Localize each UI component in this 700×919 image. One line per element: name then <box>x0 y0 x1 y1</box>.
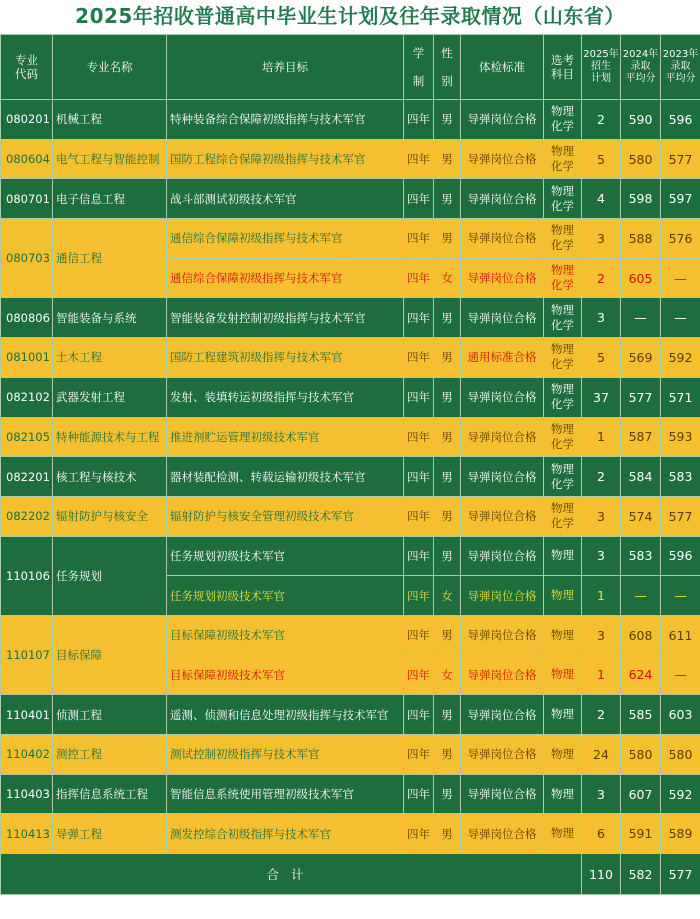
avg-score-2024: 580 <box>621 735 661 775</box>
major-name: 土木工程 <box>53 338 167 378</box>
major-code: 082202 <box>1 496 53 536</box>
training-goal: 发射、装填转运初级指挥与技术军官 <box>167 377 404 417</box>
study-years: 四年 <box>404 496 434 536</box>
table-row <box>1 496 700 536</box>
avg-score-2024: 624 <box>621 655 661 695</box>
major-code: 110402 <box>1 735 53 775</box>
major-name: 通信工程 <box>53 219 167 298</box>
training-goal: 通信综合保障初级指挥与技术军官 <box>167 258 404 298</box>
major-name: 导弹工程 <box>53 814 167 854</box>
major-code: 080703 <box>1 219 53 298</box>
elective-subjects: 物理 化学 <box>544 417 582 457</box>
plan-2025: 2 <box>582 258 621 298</box>
avg-score-2023: — <box>661 298 700 338</box>
elective-subjects: 物理 化学 <box>544 100 582 140</box>
plan-2025: 5 <box>582 338 621 378</box>
physical-standard: 通用标准合格 <box>461 338 544 378</box>
elective-subjects: 物理 <box>544 615 582 655</box>
training-goal: 战斗部测试初级技术军官 <box>167 179 404 219</box>
avg-score-2023: 589 <box>661 814 700 854</box>
training-goal: 器材装配检测、转载运输初级技术军官 <box>167 457 404 497</box>
physical-standard: 导弹岗位合格 <box>461 695 544 735</box>
elective-subjects: 物理 化学 <box>544 139 582 179</box>
study-years: 四年 <box>404 139 434 179</box>
elective-subjects: 物理 <box>544 695 582 735</box>
gender: 男 <box>434 457 461 497</box>
major-name: 机械工程 <box>53 100 167 140</box>
study-years: 四年 <box>404 655 434 695</box>
table-row <box>1 298 700 338</box>
plan-2025: 37 <box>582 377 621 417</box>
major-code: 080806 <box>1 298 53 338</box>
header-goal: 培养目标 <box>167 35 404 100</box>
major-code: 110413 <box>1 814 53 854</box>
major-code: 110403 <box>1 774 53 814</box>
major-code: 080604 <box>1 139 53 179</box>
physical-standard: 导弹岗位合格 <box>461 100 544 140</box>
physical-standard: 导弹岗位合格 <box>461 139 544 179</box>
avg-score-2023: 577 <box>661 139 700 179</box>
header-physical: 体检标准 <box>461 35 544 100</box>
avg-score-2023: 596 <box>661 536 700 576</box>
elective-subjects: 物理 <box>544 536 582 576</box>
study-years: 四年 <box>404 457 434 497</box>
avg-score-2023: 603 <box>661 695 700 735</box>
study-years: 四年 <box>404 179 434 219</box>
study-years: 四年 <box>404 536 434 576</box>
major-code: 080201 <box>1 100 53 140</box>
avg-score-2023: — <box>661 576 700 616</box>
avg-score-2023: 576 <box>661 219 700 259</box>
gender: 男 <box>434 100 461 140</box>
major-code: 110107 <box>1 615 53 694</box>
major-code: 080701 <box>1 179 53 219</box>
header-years: 学 制 <box>404 35 434 100</box>
plan-2025: 5 <box>582 139 621 179</box>
major-code: 082105 <box>1 417 53 457</box>
gender: 男 <box>434 615 461 655</box>
avg-score-2023: 611 <box>661 615 700 655</box>
training-goal: 目标保障初级技术军官 <box>167 615 404 655</box>
avg-score-2024: 605 <box>621 258 661 298</box>
study-years: 四年 <box>404 258 434 298</box>
table-row <box>1 615 700 655</box>
table-row <box>1 695 700 735</box>
study-years: 四年 <box>404 298 434 338</box>
gender: 男 <box>434 139 461 179</box>
avg-score-2023: — <box>661 258 700 298</box>
training-goal: 测发控综合初级指挥与技术军官 <box>167 814 404 854</box>
elective-subjects: 物理 化学 <box>544 258 582 298</box>
gender: 男 <box>434 814 461 854</box>
avg-score-2023: 571 <box>661 377 700 417</box>
major-name: 电子信息工程 <box>53 179 167 219</box>
major-code: 082201 <box>1 457 53 497</box>
study-years: 四年 <box>404 735 434 775</box>
table-row <box>1 417 700 457</box>
major-name: 核工程与核技术 <box>53 457 167 497</box>
training-goal: 推进剂贮运管理初级技术军官 <box>167 417 404 457</box>
plan-2025: 3 <box>582 774 621 814</box>
study-years: 四年 <box>404 576 434 616</box>
header-name: 专业名称 <box>53 35 167 100</box>
plan-2025: 1 <box>582 655 621 695</box>
physical-standard: 导弹岗位合格 <box>461 258 544 298</box>
training-goal: 智能信息系统使用管理初级技术军官 <box>167 774 404 814</box>
training-goal: 辐射防护与核安全管理初级技术军官 <box>167 496 404 536</box>
avg-score-2024: 590 <box>621 100 661 140</box>
gender: 男 <box>434 496 461 536</box>
training-goal: 特种装备综合保障初级指挥与技术军官 <box>167 100 404 140</box>
gender: 男 <box>434 536 461 576</box>
physical-standard: 导弹岗位合格 <box>461 615 544 655</box>
avg-score-2024: 588 <box>621 219 661 259</box>
training-goal: 国防工程建筑初级指挥与技术军官 <box>167 338 404 378</box>
study-years: 四年 <box>404 219 434 259</box>
plan-2025: 2 <box>582 695 621 735</box>
gender: 男 <box>434 735 461 775</box>
table-row <box>1 139 700 179</box>
total-plan-2025: 110 <box>582 854 621 895</box>
avg-score-2023: 580 <box>661 735 700 775</box>
table-row <box>1 377 700 417</box>
avg-score-2024: 574 <box>621 496 661 536</box>
page-title: 2025年招收普通高中毕业生计划及往年录取情况（山东省） <box>75 4 625 28</box>
major-name: 侦测工程 <box>53 695 167 735</box>
plan-2025: 24 <box>582 735 621 775</box>
header-code: 专业 代码 <box>1 35 53 100</box>
major-code: 081001 <box>1 338 53 378</box>
training-goal: 智能装备发射控制初级指挥与技术军官 <box>167 298 404 338</box>
avg-score-2023: — <box>661 655 700 695</box>
table-row <box>1 735 700 775</box>
table-row <box>1 814 700 854</box>
avg-score-2024: 569 <box>621 338 661 378</box>
plan-2025: 1 <box>582 576 621 616</box>
study-years: 四年 <box>404 100 434 140</box>
table-row <box>1 179 700 219</box>
physical-standard: 导弹岗位合格 <box>461 377 544 417</box>
elective-subjects: 物理 化学 <box>544 496 582 536</box>
plan-2025: 3 <box>582 219 621 259</box>
study-years: 四年 <box>404 417 434 457</box>
admission-table <box>0 34 700 895</box>
physical-standard: 导弹岗位合格 <box>461 298 544 338</box>
avg-score-2023: 597 <box>661 179 700 219</box>
table-row <box>1 457 700 497</box>
plan-2025: 3 <box>582 615 621 655</box>
study-years: 四年 <box>404 338 434 378</box>
plan-2025: 2 <box>582 457 621 497</box>
avg-score-2024: 608 <box>621 615 661 655</box>
training-goal: 遥测、侦测和信息处理初级指挥与技术军官 <box>167 695 404 735</box>
plan-2025: 3 <box>582 496 621 536</box>
table-row <box>1 100 700 140</box>
major-code: 082102 <box>1 377 53 417</box>
avg-score-2024: 591 <box>621 814 661 854</box>
elective-subjects: 物理 化学 <box>544 457 582 497</box>
study-years: 四年 <box>404 377 434 417</box>
physical-standard: 导弹岗位合格 <box>461 496 544 536</box>
gender: 女 <box>434 655 461 695</box>
header-avg-2024: 2024年 录取 平均分 <box>621 35 661 100</box>
plan-2025: 2 <box>582 100 621 140</box>
header-row <box>1 35 700 100</box>
avg-score-2024: 580 <box>621 139 661 179</box>
major-code: 110401 <box>1 695 53 735</box>
avg-score-2024: — <box>621 576 661 616</box>
major-name: 测控工程 <box>53 735 167 775</box>
header-gender: 性 别 <box>434 35 461 100</box>
header-avg-2023: 2023年 录取 平均分 <box>661 35 700 100</box>
training-goal: 国防工程综合保障初级指挥与技术军官 <box>167 139 404 179</box>
elective-subjects: 物理 化学 <box>544 219 582 259</box>
avg-score-2023: 593 <box>661 417 700 457</box>
table-row <box>1 536 700 576</box>
avg-score-2023: 583 <box>661 457 700 497</box>
plan-2025: 6 <box>582 814 621 854</box>
training-goal: 通信综合保障初级指挥与技术军官 <box>167 219 404 259</box>
elective-subjects: 物理 化学 <box>544 298 582 338</box>
gender: 女 <box>434 576 461 616</box>
total-label: 合计 <box>1 854 582 895</box>
elective-subjects: 物理 化学 <box>544 338 582 378</box>
training-goal: 目标保障初级技术军官 <box>167 655 404 695</box>
table-row <box>1 219 700 259</box>
physical-standard: 导弹岗位合格 <box>461 536 544 576</box>
gender: 男 <box>434 417 461 457</box>
avg-score-2024: — <box>621 298 661 338</box>
major-name: 智能装备与系统 <box>53 298 167 338</box>
table-row <box>1 338 700 378</box>
major-name: 特种能源技术与工程 <box>53 417 167 457</box>
avg-score-2024: 598 <box>621 179 661 219</box>
elective-subjects: 物理 化学 <box>544 179 582 219</box>
gender: 女 <box>434 258 461 298</box>
avg-score-2023: 596 <box>661 100 700 140</box>
study-years: 四年 <box>404 695 434 735</box>
gender: 男 <box>434 377 461 417</box>
gender: 男 <box>434 298 461 338</box>
table-row <box>1 774 700 814</box>
avg-score-2023: 592 <box>661 338 700 378</box>
physical-standard: 导弹岗位合格 <box>461 417 544 457</box>
elective-subjects: 物理 <box>544 735 582 775</box>
physical-standard: 导弹岗位合格 <box>461 814 544 854</box>
avg-score-2024: 577 <box>621 377 661 417</box>
physical-standard: 导弹岗位合格 <box>461 655 544 695</box>
training-goal: 任务规划初级技术军官 <box>167 536 404 576</box>
study-years: 四年 <box>404 774 434 814</box>
physical-standard: 导弹岗位合格 <box>461 576 544 616</box>
major-name: 电气工程与智能控制 <box>53 139 167 179</box>
major-name: 任务规划 <box>53 536 167 615</box>
avg-score-2023: 577 <box>661 496 700 536</box>
avg-score-2023: 592 <box>661 774 700 814</box>
plan-2025: 4 <box>582 179 621 219</box>
gender: 男 <box>434 338 461 378</box>
avg-score-2024: 607 <box>621 774 661 814</box>
elective-subjects: 物理 <box>544 576 582 616</box>
header-plan-2025: 2025年 招生 计划 <box>582 35 621 100</box>
plan-2025: 1 <box>582 417 621 457</box>
major-name: 辐射防护与核安全 <box>53 496 167 536</box>
physical-standard: 导弹岗位合格 <box>461 774 544 814</box>
avg-score-2024: 585 <box>621 695 661 735</box>
gender: 男 <box>434 219 461 259</box>
total-row <box>1 854 700 895</box>
elective-subjects: 物理 <box>544 774 582 814</box>
training-goal: 任务规划初级技术军官 <box>167 576 404 616</box>
physical-standard: 导弹岗位合格 <box>461 219 544 259</box>
elective-subjects: 物理 <box>544 814 582 854</box>
elective-subjects: 物理 <box>544 655 582 695</box>
study-years: 四年 <box>404 814 434 854</box>
avg-score-2024: 587 <box>621 417 661 457</box>
study-years: 四年 <box>404 615 434 655</box>
elective-subjects: 物理 化学 <box>544 377 582 417</box>
major-name: 武器发射工程 <box>53 377 167 417</box>
total-avg-2023: 577 <box>661 854 700 895</box>
avg-score-2024: 584 <box>621 457 661 497</box>
total-avg-2024: 582 <box>621 854 661 895</box>
gender: 男 <box>434 179 461 219</box>
gender: 男 <box>434 774 461 814</box>
physical-standard: 导弹岗位合格 <box>461 457 544 497</box>
training-goal: 测试控制初级指挥与技术军官 <box>167 735 404 775</box>
plan-2025: 3 <box>582 536 621 576</box>
header-subjects: 选考 科目 <box>544 35 582 100</box>
gender: 男 <box>434 695 461 735</box>
major-name: 指挥信息系统工程 <box>53 774 167 814</box>
avg-score-2024: 583 <box>621 536 661 576</box>
plan-2025: 3 <box>582 298 621 338</box>
major-name: 目标保障 <box>53 615 167 694</box>
physical-standard: 导弹岗位合格 <box>461 735 544 775</box>
major-code: 110106 <box>1 536 53 615</box>
physical-standard: 导弹岗位合格 <box>461 179 544 219</box>
